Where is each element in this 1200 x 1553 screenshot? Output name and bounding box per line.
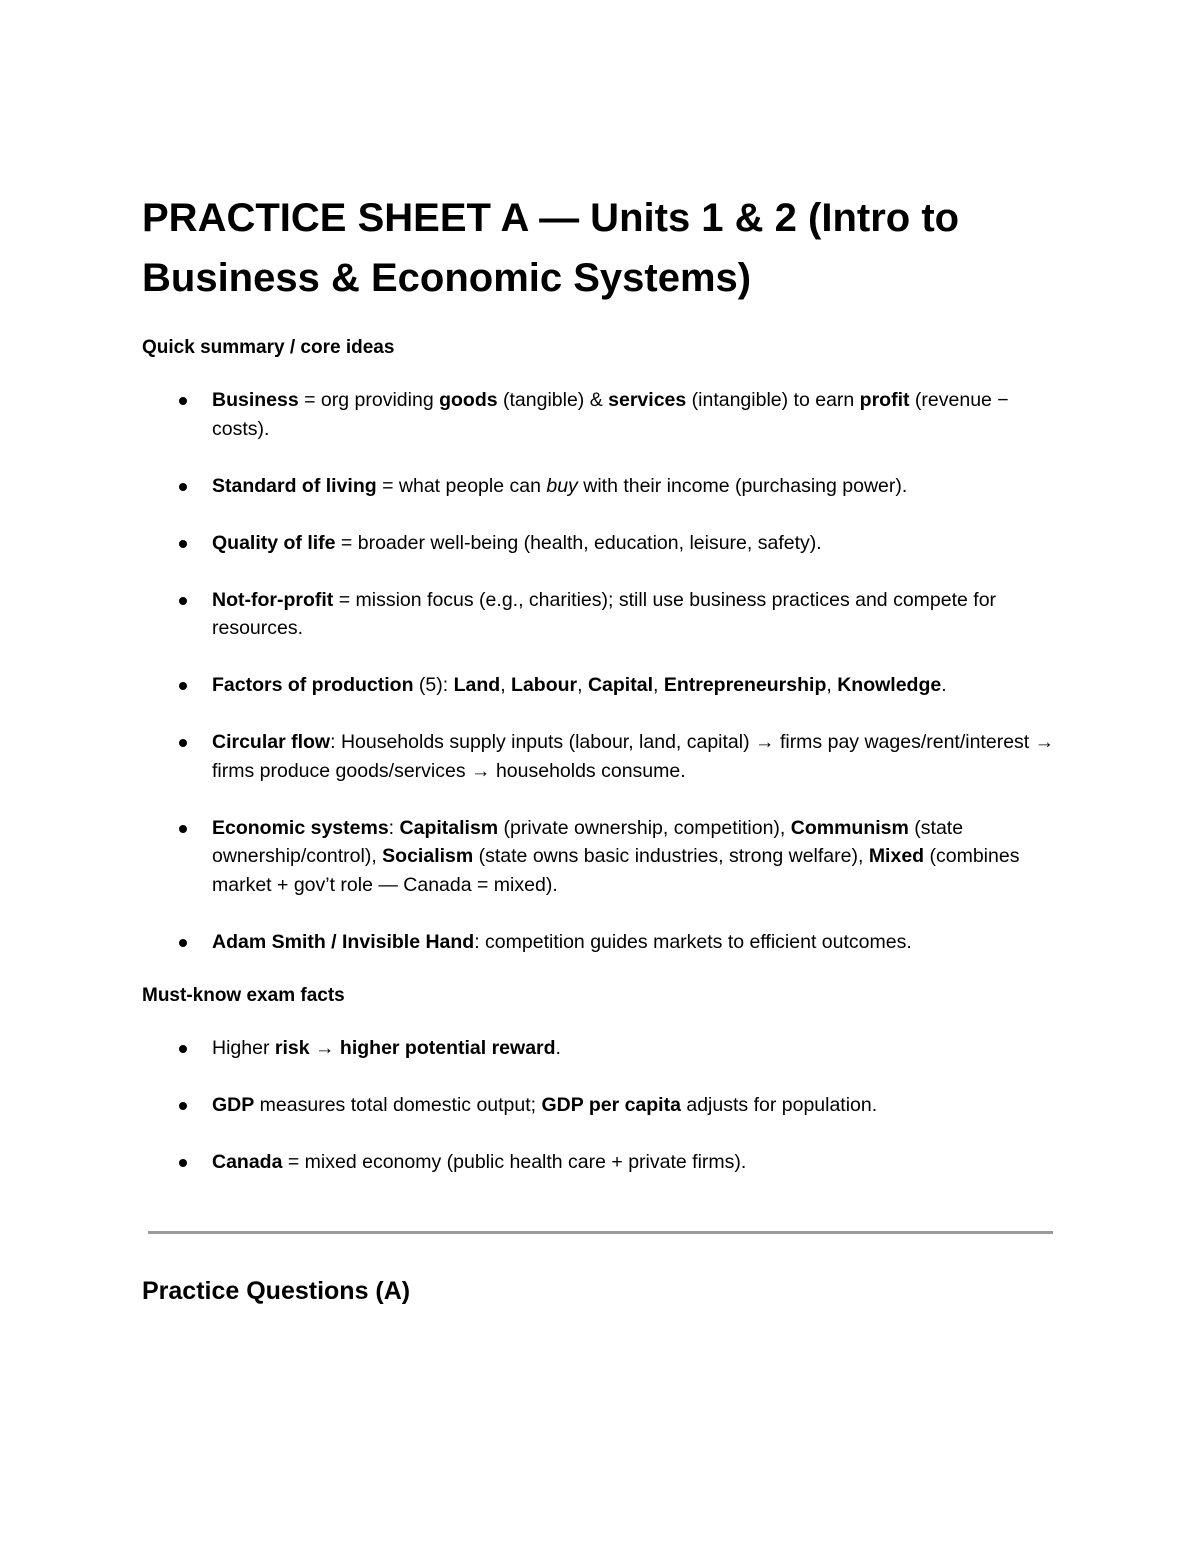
list-item-factors-of-production bbox=[142, 671, 1057, 700]
item-text: (tangible) & bbox=[497, 389, 609, 411]
item-text: adjusts for population. bbox=[680, 1094, 878, 1116]
item-bold: Communism bbox=[790, 816, 909, 839]
list-item-business bbox=[142, 386, 1057, 443]
term-quality-of-life: Quality of life bbox=[212, 531, 336, 554]
item-bold: Mixed bbox=[868, 845, 925, 867]
item-text: = org providing bbox=[298, 389, 440, 411]
item-text: Higher bbox=[212, 1037, 275, 1059]
item-text: : bbox=[388, 816, 400, 839]
item-text: with their income (purchasing power). bbox=[577, 474, 908, 497]
document-page bbox=[142, 188, 1057, 1308]
item-text: (intangible) to earn bbox=[686, 389, 860, 411]
term-adam-smith: Adam Smith / Invisible Hand bbox=[212, 930, 475, 953]
facts-heading: Must-know exam facts bbox=[142, 985, 345, 1006]
item-bold: Labour bbox=[511, 674, 578, 696]
item-text: = broader well-being (health, education, leisure, safety). bbox=[335, 531, 822, 554]
item-bold: Entrepreneurship bbox=[663, 674, 827, 696]
bullet-icon bbox=[179, 483, 187, 491]
bullet-icon bbox=[179, 739, 187, 747]
item-text: , bbox=[577, 674, 588, 696]
item-text: → bbox=[309, 1037, 340, 1059]
item-text: , bbox=[500, 674, 512, 696]
bullet-icon bbox=[179, 540, 187, 548]
bullet-icon bbox=[179, 1102, 187, 1110]
list-item-risk bbox=[142, 1034, 1057, 1063]
list-item-not-for-profit bbox=[142, 586, 1057, 643]
item-text: measures total domestic output; bbox=[254, 1094, 542, 1116]
list-item-quality-of-life bbox=[142, 529, 1057, 558]
bullet-icon bbox=[179, 682, 187, 690]
term-circular-flow: Circular flow bbox=[212, 731, 331, 753]
practice-heading: Practice Questions (A) bbox=[142, 1276, 411, 1305]
item-bold: GDP bbox=[212, 1094, 255, 1116]
summary-list bbox=[142, 386, 1057, 956]
item-bold: Capital bbox=[587, 674, 653, 696]
item-bold: higher potential reward bbox=[339, 1037, 556, 1059]
item-text: : Households supply inputs (labour, land, capital) → firms pay wages/rent/interest → firms produce goods/services → households consume. bbox=[212, 731, 1055, 782]
item-bold: profit bbox=[859, 389, 910, 411]
item-text: : competition guides markets to efficient outcomes. bbox=[474, 930, 912, 953]
item-italic: buy bbox=[546, 474, 578, 497]
term-factors-of-production: Factors of production bbox=[212, 674, 414, 696]
term-standard-of-living: Standard of living bbox=[212, 474, 377, 497]
item-text: , bbox=[826, 674, 838, 696]
item-bold: Socialism bbox=[382, 845, 474, 867]
bullet-icon bbox=[179, 597, 187, 605]
list-item-canada bbox=[142, 1148, 1057, 1177]
item-text: . bbox=[941, 674, 947, 696]
item-text: (state ownership/control), bbox=[212, 816, 964, 867]
list-item-circular-flow bbox=[142, 728, 1057, 785]
term-economic-systems: Economic systems bbox=[212, 816, 389, 839]
bullet-icon bbox=[179, 1159, 187, 1167]
bullet-icon bbox=[179, 825, 187, 833]
page-title: PRACTICE SHEET A — Units 1 & 2 (Intro to Business & Economic Systems) bbox=[142, 196, 960, 300]
facts-list bbox=[142, 1034, 1057, 1177]
item-text: (state owns basic industries, strong welfare), bbox=[473, 845, 869, 867]
item-text: = what people can bbox=[376, 474, 547, 497]
item-text: = mission focus (e.g., charities); still use business practices and compete for resources. bbox=[212, 588, 997, 639]
list-item-standard-of-living bbox=[142, 472, 1057, 501]
item-text: (revenue − costs). bbox=[212, 389, 1009, 440]
item-text: (combines market + gov’t role — Canada = mixed). bbox=[212, 845, 1020, 896]
item-bold: risk bbox=[274, 1037, 310, 1059]
item-text: (private ownership, competition), bbox=[498, 816, 791, 839]
bullet-icon bbox=[179, 397, 187, 405]
list-item-adam-smith bbox=[142, 928, 1057, 957]
bullet-icon bbox=[179, 939, 187, 947]
item-bold: Land bbox=[453, 674, 501, 696]
item-text: , bbox=[652, 674, 664, 696]
item-text: = mixed economy (public health care + private firms). bbox=[282, 1151, 747, 1173]
item-bold: Capitalism bbox=[399, 816, 499, 839]
item-bold: services bbox=[608, 389, 687, 411]
item-bold: Knowledge bbox=[837, 674, 942, 696]
item-bold: Canada bbox=[212, 1151, 283, 1173]
list-item-gdp bbox=[142, 1091, 1057, 1120]
list-item-economic-systems bbox=[142, 814, 1057, 900]
summary-heading: Quick summary / core ideas bbox=[142, 337, 395, 358]
item-bold: GDP per capita bbox=[541, 1094, 681, 1116]
bullet-icon bbox=[179, 1045, 187, 1053]
section-divider bbox=[148, 1231, 1053, 1234]
item-text: (5): bbox=[413, 674, 454, 696]
item-text: . bbox=[555, 1037, 561, 1059]
term-not-for-profit: Not-for-profit bbox=[212, 588, 334, 611]
item-bold: goods bbox=[439, 389, 498, 411]
term-business: Business bbox=[212, 389, 299, 411]
